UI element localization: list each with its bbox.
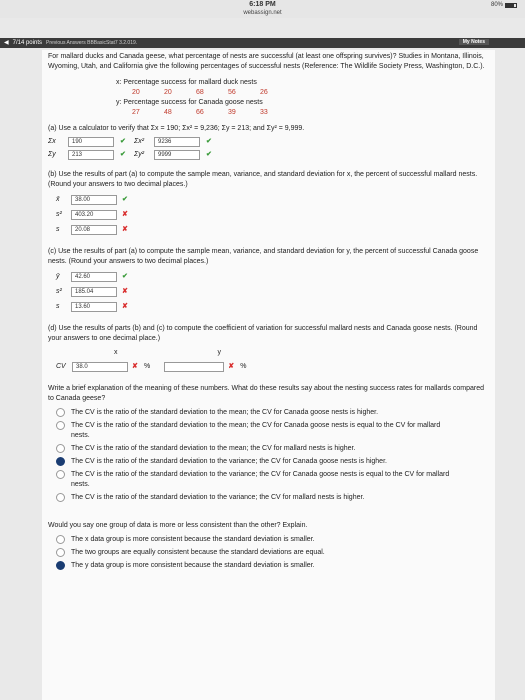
explanation-options xyxy=(48,408,489,503)
x-data-label: x: Percentage success for mallard duck nests xyxy=(116,79,257,86)
wrong-icon: ✘ xyxy=(122,288,128,295)
y-variance-row xyxy=(56,287,489,297)
explanation-option[interactable]: The CV is the ratio of the standard deviation to the variance; the CV for Canada goose nests is higher. xyxy=(56,457,489,467)
cv-y-input[interactable] xyxy=(164,362,224,372)
breadcrumb[interactable]: Previous Answers BBBasicStat7 3.2.019. xyxy=(45,39,138,46)
percent-sign: % xyxy=(240,363,247,370)
explanation-option[interactable]: The CV is the ratio of the standard deviation to the mean; the CV for Canada goose nests is higher. xyxy=(56,408,489,418)
consistency-prompt: Would you say one group of data is more or less consistent than the other? Explain. xyxy=(48,522,308,529)
check-icon: ✔ xyxy=(120,151,126,158)
check-icon: ✔ xyxy=(206,138,212,145)
cv-row xyxy=(56,362,489,372)
y-mean-label: ȳ xyxy=(56,273,60,280)
check-icon: ✔ xyxy=(122,273,128,280)
sum-x-input[interactable]: 190 xyxy=(68,137,114,147)
part-a-prompt: (a) Use a calculator to verify that Σx = 190; Σx² = 9,236; Σy = 213; and Σy² = 9,999. xyxy=(48,125,305,132)
consistency-option[interactable]: The y data group is more consistent because the standard deviation is smaller. xyxy=(56,561,489,571)
check-icon: ✔ xyxy=(206,151,212,158)
sum-x2-label: Σx² xyxy=(134,138,145,145)
explanation-prompt: Write a brief explanation of the meaning of these numbers. What do these results say about the nesting success rates for mallards compared to Canada geese? xyxy=(48,385,485,402)
cv-x-input[interactable]: 38.0 xyxy=(72,362,128,372)
y-sd-row xyxy=(56,302,489,312)
x-value: 20 xyxy=(132,89,140,96)
radio-icon[interactable] xyxy=(56,535,65,544)
y-values-row xyxy=(132,108,489,118)
x-value: 68 xyxy=(196,89,204,96)
x-value: 20 xyxy=(164,89,172,96)
x-mean-row xyxy=(56,195,489,205)
explanation-option[interactable]: The CV is the ratio of the standard deviation to the mean; the CV for mallard nests is higher. xyxy=(56,444,489,454)
y-value: 66 xyxy=(196,109,204,116)
sum-y2-label: Σy² xyxy=(134,151,145,158)
part-d-prompt: (d) Use the results of parts (b) and (c) to compute the coefficient of variation for successful mallard nests and Canada goose nests. (Round your answers to one decimal place.) xyxy=(48,325,478,342)
sum-y2-input[interactable]: 9999 xyxy=(154,150,200,160)
status-bar xyxy=(0,0,525,18)
sum-row-y xyxy=(48,150,489,160)
x-variance-label: s² xyxy=(56,211,62,218)
status-time: 6:18 PM xyxy=(249,1,276,8)
status-right xyxy=(491,2,517,8)
x-value: 26 xyxy=(260,89,268,96)
check-icon: ✔ xyxy=(120,138,126,145)
question-header xyxy=(0,38,525,48)
radio-selected-icon[interactable] xyxy=(56,561,65,570)
x-variance-row xyxy=(56,210,489,220)
x-variance-input[interactable]: 403.20 xyxy=(71,210,117,220)
y-variance-label: s² xyxy=(56,288,62,295)
expand-icon[interactable]: ◀ xyxy=(4,40,9,46)
x-sd-label: s xyxy=(56,226,60,233)
y-value: 48 xyxy=(164,109,172,116)
percent-sign: % xyxy=(144,363,151,370)
explanation-option[interactable]: The CV is the ratio of the standard deviation to the variance; the CV for mallard nests is higher. xyxy=(56,493,489,503)
radio-icon[interactable] xyxy=(56,408,65,417)
question-content xyxy=(42,50,495,700)
sum-y-input[interactable]: 213 xyxy=(68,150,114,160)
battery-percent: 80% xyxy=(490,2,503,8)
question-intro: For mallard ducks and Canada geese, what percentage of nests are successful (at least one offspring survives)? Studies in Montana, Illinois, Wyoming, Utah, and California give the following percentages of successful nests (Reference: The Wildlife Society Press, Washington, D.C.). xyxy=(48,53,485,70)
cv-headers xyxy=(114,348,489,358)
sum-x-label: Σx xyxy=(48,138,56,145)
x-values-row xyxy=(132,88,489,98)
x-sd-row xyxy=(56,225,489,235)
y-mean-row xyxy=(56,272,489,282)
x-sd-input[interactable]: 20.08 xyxy=(71,225,117,235)
sum-x2-input[interactable]: 9236 xyxy=(154,137,200,147)
wrong-icon: ✘ xyxy=(122,226,128,233)
x-value: 56 xyxy=(228,89,236,96)
points-label: 7/14 points xyxy=(12,39,42,46)
x-mean-input[interactable]: 38.00 xyxy=(71,195,117,205)
y-value: 33 xyxy=(260,109,268,116)
y-sd-input[interactable]: 13.60 xyxy=(71,302,117,312)
battery-icon xyxy=(505,3,517,8)
y-mean-input[interactable]: 42.60 xyxy=(71,272,117,282)
cv-col-x: x xyxy=(114,349,118,356)
cv-label: CV xyxy=(56,363,66,370)
check-icon: ✔ xyxy=(122,196,128,203)
y-variance-input[interactable]: 185.04 xyxy=(71,287,117,297)
wrong-icon: ✘ xyxy=(122,211,128,218)
explanation-option[interactable]: The CV is the ratio of the standard deviation to the mean; the CV for Canada goose nests is equal to the CV for mallard nests. xyxy=(56,421,489,441)
wrong-icon: ✘ xyxy=(228,363,235,370)
radio-icon[interactable] xyxy=(56,470,65,479)
part-b-prompt: (b) Use the results of part (a) to compute the sample mean, variance, and standard deviation for x, the percent of successful mallard nests. (Round your answers to two decimal places.) xyxy=(48,171,478,188)
sum-row-x xyxy=(48,137,489,147)
consistency-options xyxy=(48,535,489,571)
consistency-option[interactable]: The two groups are equally consistent because the standard deviations are equal. xyxy=(56,548,489,558)
consistency-option[interactable]: The x data group is more consistent because the standard deviation is smaller. xyxy=(56,535,489,545)
radio-icon[interactable] xyxy=(56,493,65,502)
radio-icon[interactable] xyxy=(56,548,65,557)
part-c-prompt: (c) Use the results of part (a) to compute the sample mean, variance, and standard deviation for y, the percent of successful Canada goose nests. (Round your answers to two decimal places.) xyxy=(48,248,479,265)
y-sd-label: s xyxy=(56,303,60,310)
x-mean-label: x̄ xyxy=(56,196,60,203)
my-notes-button[interactable]: My Notes xyxy=(459,39,489,45)
wrong-icon: ✘ xyxy=(132,363,138,370)
radio-icon[interactable] xyxy=(56,444,65,453)
radio-selected-icon[interactable] xyxy=(56,457,65,466)
cv-col-y: y xyxy=(217,349,221,356)
radio-icon[interactable] xyxy=(56,421,65,430)
y-value: 39 xyxy=(228,109,236,116)
y-value: 27 xyxy=(132,109,140,116)
status-url[interactable]: webassign.net xyxy=(243,10,282,16)
y-data-label: y: Percentage success for Canada goose nests xyxy=(116,99,263,106)
explanation-option[interactable]: The CV is the ratio of the standard deviation to the variance; the CV for Canada goose nests is equal to the CV for mallard nests. xyxy=(56,470,489,490)
wrong-icon: ✘ xyxy=(122,303,128,310)
sum-y-label: Σy xyxy=(48,151,56,158)
